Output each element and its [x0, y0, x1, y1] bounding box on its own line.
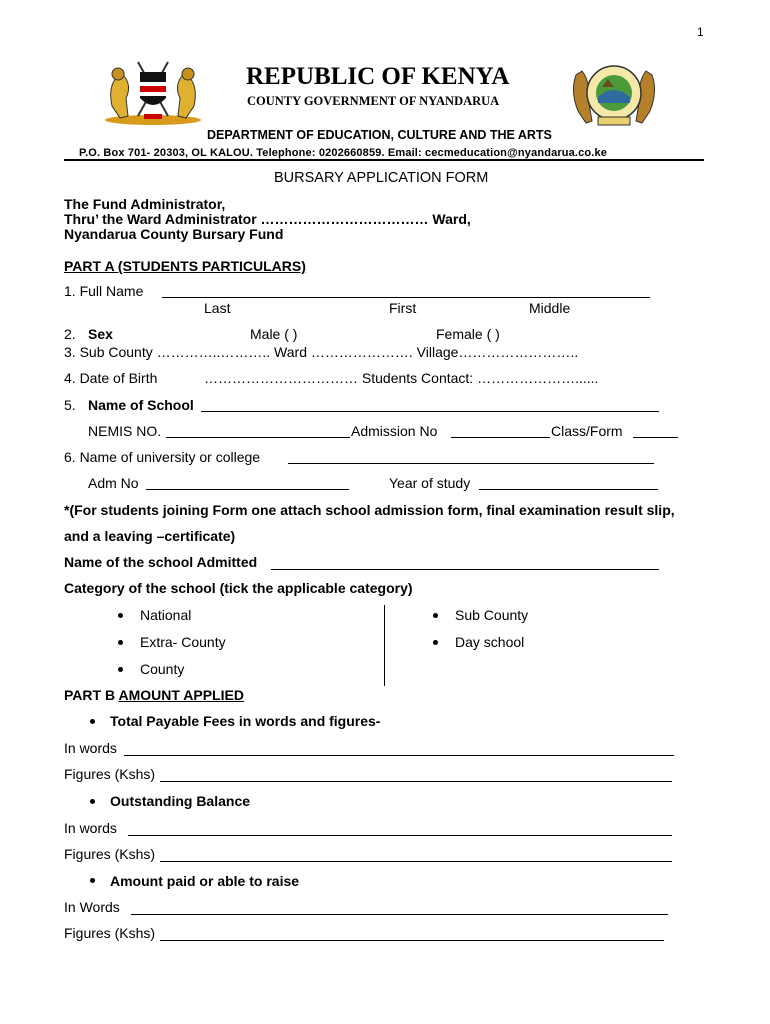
- admission-no-label: Admission No: [351, 423, 438, 439]
- bullet-icon: [118, 613, 123, 618]
- outstanding-figures-field[interactable]: [160, 861, 672, 862]
- bullet-icon: [118, 640, 123, 645]
- male-option[interactable]: Male ( ): [250, 326, 298, 342]
- school-admitted-field[interactable]: [271, 569, 659, 570]
- university-field[interactable]: [288, 463, 654, 464]
- part-b-heading: [64, 687, 244, 703]
- amount-paid-figures-label: Figures (Kshs): [64, 925, 156, 941]
- page-number: 1: [697, 25, 704, 39]
- full-name-label: 1. Full Name: [64, 283, 144, 299]
- header-divider: [64, 159, 704, 161]
- nemis-field[interactable]: [166, 437, 350, 438]
- adm-no-label: Adm No: [88, 475, 139, 491]
- total-fees-figures-field[interactable]: [160, 781, 672, 782]
- header-subtitle: COUNTY GOVERNMENT OF NYANDARUA: [247, 94, 500, 108]
- category-sub-county[interactable]: Sub County: [455, 607, 529, 623]
- total-fees-words-field[interactable]: [124, 755, 674, 756]
- bullet-icon: [118, 667, 123, 672]
- total-fees-figures-label: Figures (Kshs): [64, 766, 156, 782]
- sex-number: 2.: [64, 326, 76, 342]
- form-one-note-line-1: *(For students joining Form one attach school admission form, final examination result slip,: [64, 502, 675, 518]
- amount-paid-figures-field[interactable]: [160, 940, 664, 941]
- bullet-icon: [90, 719, 95, 724]
- female-option[interactable]: Female ( ): [436, 326, 500, 342]
- contact-details: P.O. Box 701- 20303, OL KALOU. Telephone: 0202660859. Email: cecmeducation@nyandarua.co.ke: [79, 147, 607, 159]
- bullet-icon: [90, 799, 95, 804]
- part-a-heading: PART A (STUDENTS PARTICULARS): [64, 258, 306, 274]
- year-of-study-label: Year of study: [389, 475, 471, 491]
- category-national[interactable]: National: [140, 607, 192, 623]
- department-name: DEPARTMENT OF EDUCATION, CULTURE AND THE ARTS: [207, 128, 552, 142]
- address-line-2: Thru’ the Ward Administrator ……………………………… Ward,: [64, 211, 471, 227]
- category-label: Category of the school (tick the applicable category): [64, 580, 413, 596]
- amount-paid-words-label: In Words: [64, 899, 120, 915]
- form-one-note-line-2: and a leaving –certificate): [64, 528, 236, 544]
- university-label: 6. Name of university or college: [64, 449, 261, 465]
- outstanding-words-label: In words: [64, 820, 117, 836]
- address-line-3: Nyandarua County Bursary Fund: [64, 226, 284, 242]
- header-title: REPUBLIC OF KENYA: [246, 63, 510, 90]
- bullet-icon: [90, 878, 95, 883]
- full-name-field[interactable]: [162, 297, 650, 298]
- admission-no-field[interactable]: [451, 437, 550, 438]
- category-county[interactable]: County: [140, 661, 185, 677]
- address-line-1: The Fund Administrator,: [64, 196, 226, 212]
- class-form-field[interactable]: [633, 437, 678, 438]
- category-day-school[interactable]: Day school: [455, 634, 525, 650]
- class-form-label: Class/Form: [551, 423, 623, 439]
- name-first-caption: First: [389, 300, 417, 316]
- kenya-coat-of-arms-icon: [98, 58, 208, 126]
- dob-contact-fill[interactable]: …………………………… Students Contact: …………………......: [204, 370, 599, 386]
- bullet-icon: [433, 640, 438, 645]
- category-extra-county[interactable]: Extra- County: [140, 634, 226, 650]
- school-name-field[interactable]: [201, 411, 659, 412]
- part-b-title: AMOUNT APPLIED: [118, 687, 244, 703]
- total-fees-label: Total Payable Fees in words and figures-: [110, 713, 381, 729]
- nyandarua-county-seal-icon: [568, 57, 660, 129]
- form-title: BURSARY APPLICATION FORM: [274, 170, 489, 186]
- date-of-birth-label: 4. Date of Birth: [64, 370, 158, 386]
- amount-paid-label: Amount paid or able to raise: [110, 873, 300, 889]
- school-admitted-label: Name of the school Admitted: [64, 554, 258, 570]
- name-middle-caption: Middle: [529, 300, 571, 316]
- school-name-label: Name of School: [88, 397, 194, 413]
- bullet-icon: [433, 613, 438, 618]
- part-b-prefix: PART B: [64, 687, 116, 703]
- outstanding-figures-label: Figures (Kshs): [64, 846, 156, 862]
- sex-label: Sex: [88, 326, 113, 342]
- school-number: 5.: [64, 397, 76, 413]
- nemis-label: NEMIS NO.: [88, 423, 162, 439]
- outstanding-words-field[interactable]: [128, 835, 672, 836]
- amount-paid-words-field[interactable]: [131, 914, 668, 915]
- category-divider: [384, 605, 385, 686]
- sub-county-ward-village-line: 3. Sub County …………..……….. Ward …………………. Village……………………..: [64, 344, 579, 360]
- outstanding-balance-label: Outstanding Balance: [110, 793, 251, 809]
- year-of-study-field[interactable]: [479, 489, 658, 490]
- total-fees-words-label: In words: [64, 740, 117, 756]
- adm-no-field[interactable]: [146, 489, 349, 490]
- name-last-caption: Last: [204, 300, 231, 316]
